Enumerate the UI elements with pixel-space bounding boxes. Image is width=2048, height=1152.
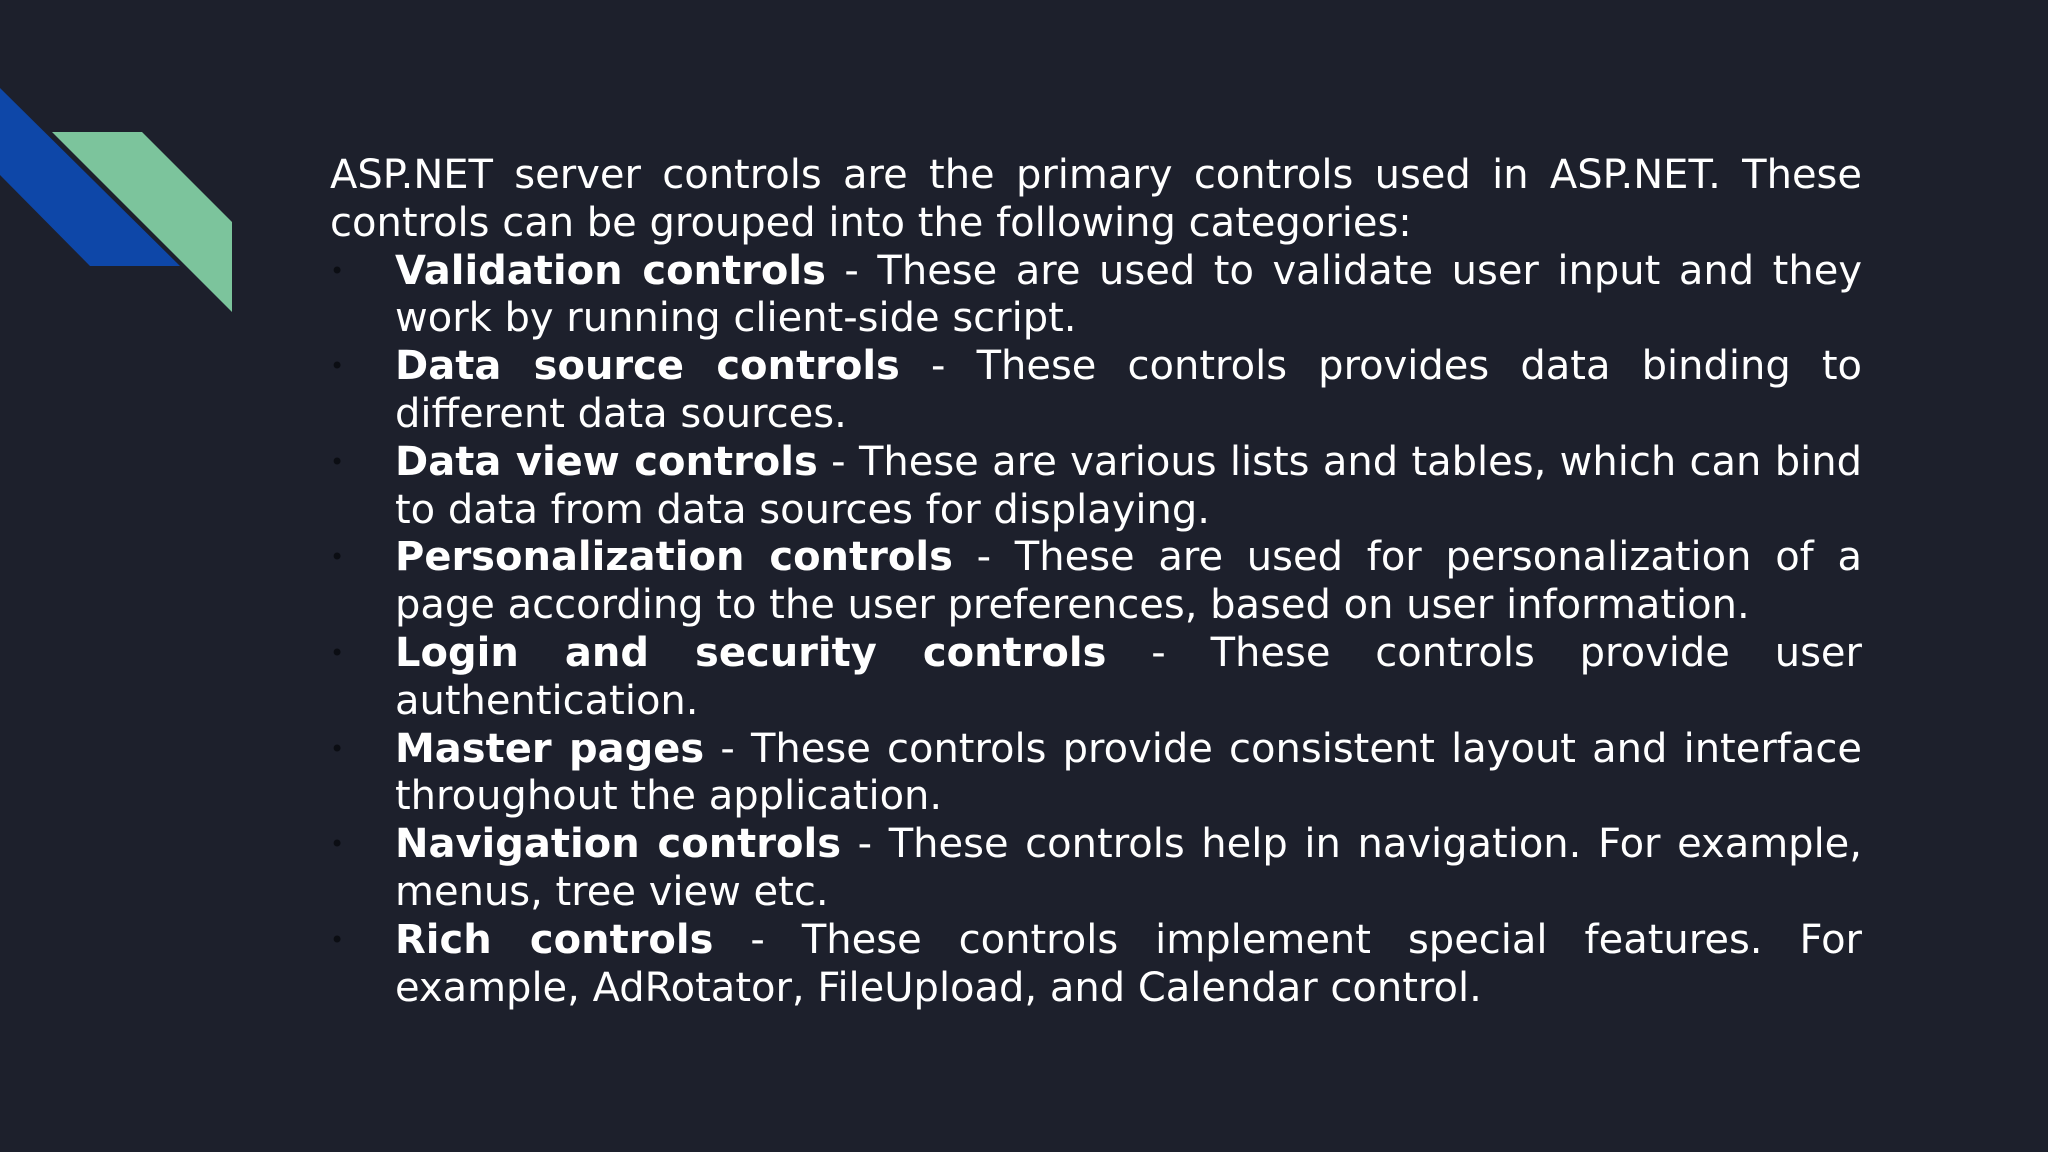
category-description: - These are used to validate user input and they work by running client-side script. bbox=[395, 247, 1862, 342]
category-description: - These controls provide user authentication. bbox=[395, 629, 1862, 724]
bullet-icon: • bbox=[330, 830, 345, 859]
category-description: - These are used for personalization of a page according to the user preferences, based on user information. bbox=[395, 534, 1863, 629]
list-item bbox=[330, 917, 1862, 1013]
category-description: - These controls provide consistent layout and interface throughout the application. bbox=[395, 725, 1862, 820]
category-term: Login and security controls bbox=[395, 629, 1107, 676]
category-description: - These controls help in navigation. For example, menus, tree view etc. bbox=[395, 821, 1863, 915]
corner-accent-graphic bbox=[0, 0, 260, 340]
category-list bbox=[330, 248, 1862, 1013]
category-term: Data source controls bbox=[395, 343, 900, 390]
bullet-icon: • bbox=[330, 447, 345, 476]
list-item bbox=[330, 726, 1862, 822]
list-item bbox=[330, 343, 1862, 439]
category-description: - These controls implement special features. For example, AdRotator, FileUpload, and Calendar control. bbox=[395, 916, 1862, 1011]
list-item bbox=[330, 248, 1862, 344]
bullet-icon: • bbox=[330, 256, 345, 285]
category-description: - These controls provides data binding to different data sources. bbox=[395, 343, 1862, 437]
bullet-icon: • bbox=[330, 925, 345, 954]
slide-content bbox=[330, 152, 1862, 1012]
category-term: Personalization controls bbox=[395, 534, 953, 581]
list-item bbox=[330, 439, 1862, 535]
category-term: Master pages bbox=[395, 725, 705, 772]
list-item bbox=[330, 630, 1862, 726]
list-item bbox=[330, 821, 1862, 917]
category-term: Navigation controls bbox=[395, 821, 842, 868]
intro-paragraph: ASP.NET server controls are the primary controls used in ASP.NET. These controls can be grouped into the following categories: bbox=[330, 152, 1862, 246]
bullet-icon: • bbox=[330, 734, 345, 763]
category-term: Validation controls bbox=[395, 247, 826, 294]
bullet-icon: • bbox=[330, 638, 345, 667]
category-term: Rich controls bbox=[395, 916, 714, 963]
bullet-icon: • bbox=[330, 352, 345, 381]
category-term: Data view controls bbox=[395, 438, 818, 485]
category-description: - These are various lists and tables, which can bind to data from data sources for displaying. bbox=[395, 438, 1862, 533]
list-item bbox=[330, 534, 1862, 630]
bullet-icon: • bbox=[330, 543, 345, 572]
